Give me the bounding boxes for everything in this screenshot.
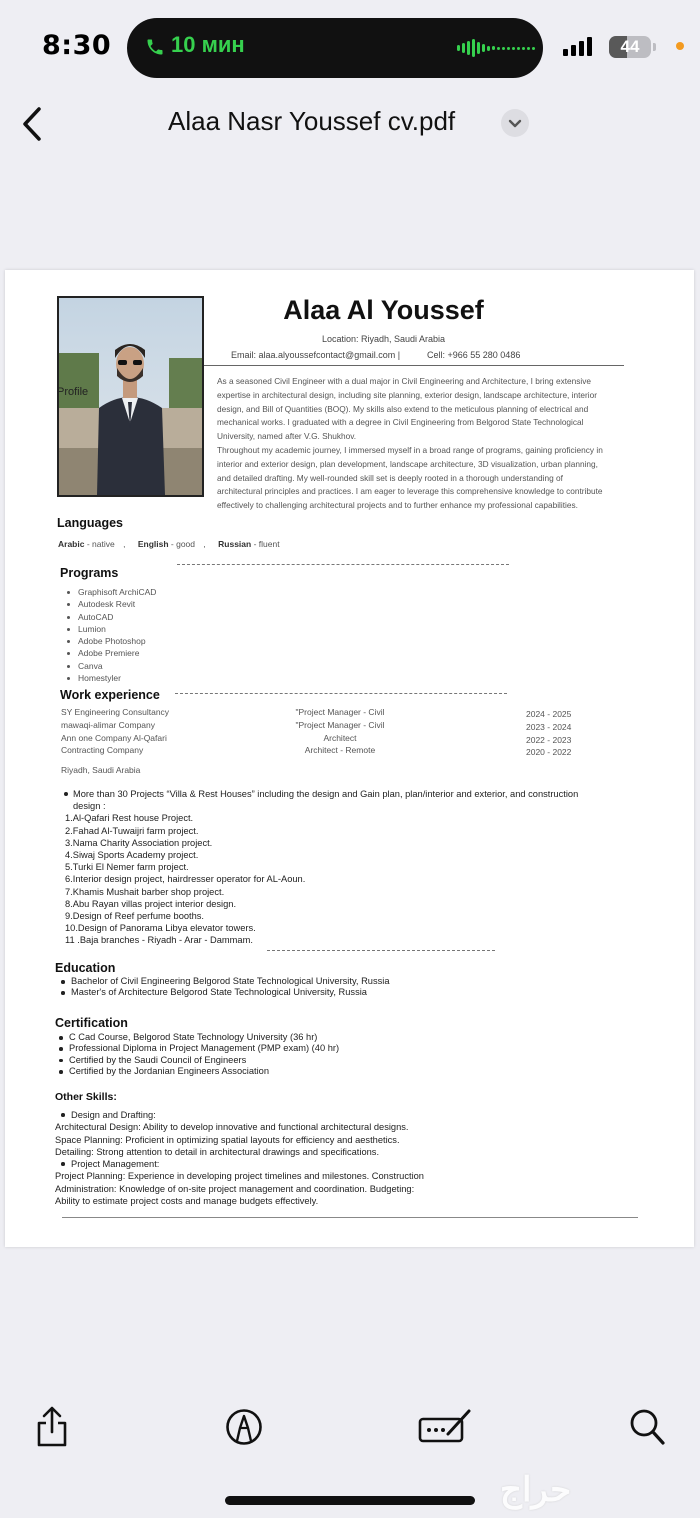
list-item: Certified by the Saudi Council of Engineers — [57, 1055, 339, 1066]
list-item: Canva — [64, 660, 156, 672]
list-item: 5.Turki El Nemer farm project. — [65, 862, 189, 873]
call-duration: 10 мин — [171, 32, 245, 57]
back-chevron-icon[interactable] — [18, 105, 48, 143]
markup-pen-icon[interactable] — [224, 1405, 264, 1449]
battery-level: 44 — [620, 37, 640, 56]
work-heading: Work experience — [60, 688, 160, 702]
list-item: 2.Fahad Al-Tuwaijri farm project. — [65, 825, 199, 836]
skills-list: Design and Drafting: Architectural Design: Ability to develop innovative and functional architectural designs. Space Planning: Proficient in optimizing spatial layouts for efficiency and aesthetics. Detailing: Strong attention to detail in architectural drawings and specifications. Project Management: Project Planning: Experience in developing project timelines and milestones. Construction Administration: Knowledge of on-site project management and coordination. Budgeting: Ability to estimate project costs and manage budgets effectively. — [55, 1110, 424, 1207]
watermark-logo: حراج — [500, 1471, 572, 1509]
list-item: Graphisoft ArchiCAD — [64, 586, 156, 598]
list-item: Homestyler — [64, 672, 156, 684]
list-item: 3.Nama Charity Association project. — [65, 837, 213, 848]
battery-tip — [653, 43, 656, 51]
cv-location: Location: Riyadh, Saudi Arabia — [321, 334, 446, 344]
list-item: Bachelor of Civil Engineering Belgorod State Technological University, Russia — [59, 976, 390, 987]
certification-list — [57, 1032, 339, 1078]
certification-heading: Certification — [55, 1016, 128, 1030]
programs-list — [64, 586, 156, 684]
skills-heading: Other Skills: — [55, 1091, 117, 1103]
list-item: Adobe Photoshop — [64, 635, 156, 647]
list-item: AutoCAD — [64, 611, 156, 623]
audio-waveform-icon — [457, 38, 535, 58]
work-city: Riyadh, Saudi Arabia — [61, 765, 141, 775]
phone-icon — [145, 35, 165, 59]
education-heading: Education — [55, 961, 116, 975]
section-divider — [267, 950, 495, 951]
section-divider — [177, 564, 509, 565]
search-icon[interactable] — [627, 1405, 667, 1449]
cv-summary: As a seasoned Civil Engineer with a dual major in Civil Engineering and Architecture, I bring extensive expertise in architectural design, including site planning, exterior design, landscape architecture, interior design, and Bill of Quantities (BOQ). My skills also extend to the meticulous planning of electrical and mechanical works. I graduated with a degree in Civil Engineering from Belgorod State Technological University, named after V.G. Shukhov. Throughout my academic journey, I immersed myself in a broad range of programs, gaining proficiency in interior and exterior design, plan development, landscape architecture, 3D visualization, urban planning, and detailed drafting. My well-rounded skill set is deeply rooted in a thorough understanding of architectural principles and practices. I am eager to leverage this comprehensive knowledge to contribute effectively to challenging architectural projects and to further enhance my professional capabilities. — [217, 376, 603, 511]
work-years: 2024 - 2025 2023 - 2024 2022 - 2023 2020 - 2022 — [526, 709, 572, 758]
privacy-indicator — [676, 42, 684, 50]
work-roles: "Project Manager - Civil "Project Manager - Civil Architect Architect - Remote — [295, 707, 385, 756]
cv-phone: Cell: +966 55 280 0486 — [427, 350, 521, 360]
list-item: 1.Al-Qafari Rest house Project. — [65, 813, 194, 824]
list-item: Lumion — [64, 623, 156, 635]
signature-icon[interactable] — [417, 1405, 473, 1449]
list-item: 6.Interior design project, hairdresser operator for AL-Aoun. — [65, 874, 306, 885]
programs-heading: Programs — [60, 566, 119, 580]
list-item: C Cad Course, Belgorod State Technology University (36 hr) — [57, 1032, 339, 1043]
projects-list: More than 30 Projects “Villa & Rest Houses” including the design and Gain plan, plan/interior and exterior, and construction design : 1.Al-Qafari Rest house Project. 2.Fahad Al-Tuwaijri farm project. 3.Nama Charity Association project. 4.Siwaj Sports Academy project. 5.Turki El Nemer farm project. 6.Interior design project, hairdresser operator for AL-Aoun. 7.Khamis Mushait barber shop project. 8.Abu Rayan villas project interior design. 9.Design of Reef perfume booths. 10.Design of Panorama Libya elevator towers. 11 .Baja branches - Riyadh - Arar - Dammam. — [65, 789, 579, 946]
list-item: Certified by the Jordanian Engineers Association — [57, 1066, 339, 1077]
languages-heading: Languages — [57, 516, 123, 530]
photo-caption: Profile — [57, 386, 89, 398]
share-icon[interactable] — [32, 1405, 72, 1449]
list-item: 7.Khamis Mushait barber shop project. — [65, 886, 225, 897]
footer-divider — [62, 1217, 638, 1218]
header-divider — [204, 365, 624, 366]
pdf-page[interactable] — [5, 270, 694, 1247]
cv-email: Email: alaa.alyoussefcontact@gmail.com | — [231, 350, 401, 360]
list-item: 8.Abu Rayan villas project interior design. — [65, 898, 237, 909]
document-title[interactable]: Alaa Nasr Youssef cv.pdf — [168, 106, 456, 136]
home-indicator[interactable] — [225, 1496, 475, 1505]
list-item: Autodesk Revit — [64, 598, 156, 610]
list-item: Master's of Architecture Belgorod State Technological University, Russia — [59, 987, 390, 998]
list-item: 9.Design of Reef perfume booths. — [65, 911, 205, 922]
cv-name: Alaa Al Youssef — [283, 295, 484, 325]
cellular-signal-icon — [563, 37, 592, 56]
status-time: 8:30 — [42, 30, 112, 61]
list-item: 4.Siwaj Sports Academy project. — [65, 850, 199, 861]
list-item: 11 .Baja branches - Riyadh - Arar - Dammam. — [65, 935, 253, 946]
title-menu-chevron-icon[interactable] — [501, 109, 529, 137]
languages-list: Arabic - native , English - good , Russian - fluent — [58, 539, 280, 549]
dynamic-island-call[interactable] — [127, 18, 543, 78]
list-item: Adobe Premiere — [64, 647, 156, 659]
list-item: 10.Design of Panorama Libya elevator towers. — [65, 923, 256, 934]
battery-icon — [609, 36, 651, 58]
section-divider — [175, 693, 507, 694]
education-list — [59, 976, 390, 999]
work-companies: SY Engineering Consultancy mawaqi-alimar Company Ann one Company Al-Qafari Contracting Company — [61, 707, 170, 756]
list-item: Professional Diploma in Project Management (PMP exam) (40 hr) — [57, 1043, 339, 1054]
